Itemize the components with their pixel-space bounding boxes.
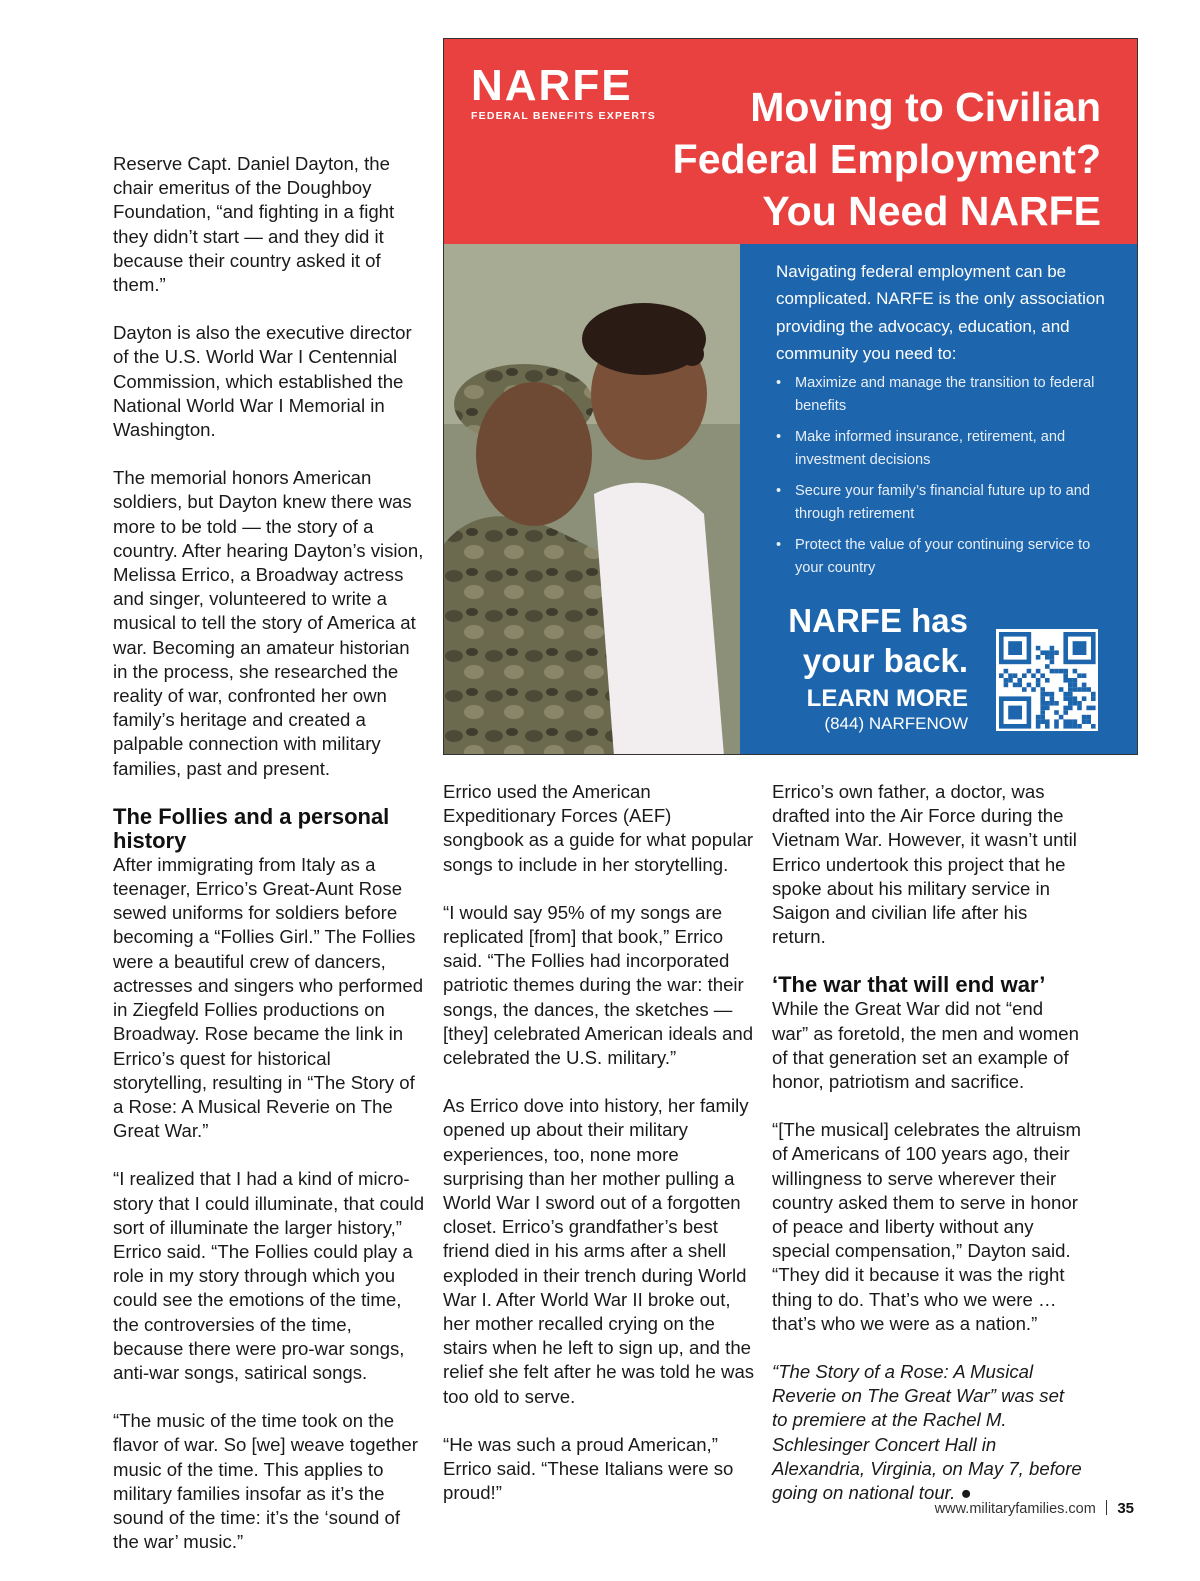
benefit-item: • Secure your family’s financial future up to and through retirement	[776, 480, 1116, 526]
paragraph: “I realized that I had a kind of micro-story that I could illuminate, that could sort of illuminate the larger history,” Errico said. “The Follies could play a role in my story through which you could see the emotions of the time, the controversies of the time, because there were pro-war songs, anti-war songs, satirical songs.	[113, 1168, 425, 1383]
benefit-list	[776, 372, 1116, 588]
headline-line-3: You Need NARFE	[762, 188, 1101, 234]
phone-number[interactable]: (844) NARFENOW	[824, 714, 968, 733]
page-footer	[935, 1500, 1134, 1517]
section-heading: ‘The war that will end war’	[772, 972, 1046, 998]
ad-info-panel	[740, 244, 1138, 755]
benefit-item: • Protect the value of your continuing service to your country	[776, 534, 1116, 580]
ad-intro-text: Navigating federal employment can be complicated. NARFE is the only association providing the advocacy, education, and community you need to:	[776, 262, 1105, 364]
cta-heading-line-2: your back.	[802, 642, 968, 679]
headline-line-1: Moving to Civilian	[750, 84, 1101, 130]
narfe-advertisement[interactable]	[443, 38, 1138, 755]
footer-divider	[1106, 1500, 1108, 1515]
headline-line-2: Federal Employment?	[672, 136, 1101, 182]
paragraph: Errico’s own father, a doctor, was drafted into the Air Force during the Vietnam War. However, it wasn’t until Errico undertook this project that he spoke about his military service in Saigon and civilian life after his return.	[772, 781, 1077, 948]
learn-more-link[interactable]: LEARN MORE	[806, 685, 968, 712]
paragraph: “[The musical] celebrates the altruism of Americans of 100 years ago, their willingness to serve wherever their country asked them to serve in honor of peace and liberty without any special compensation,” Dayton said. “They did it because it was the right thing to do. That’s who we were … that’s who we were as a nation.”	[772, 1119, 1081, 1334]
photo-illustration	[444, 244, 740, 755]
paragraph: “I would say 95% of my songs are replicated [from] that book,” Errico said. “The Follies had incorporated patriotic themes during the war: their songs, the dances, the sketches — [they] celebrated American ideals and celebrated the U.S. military.”	[443, 901, 754, 1069]
paragraph: Errico used the American Expeditionary Forces (AEF) songbook as a guide for what popular songs to include in her storytelling.	[443, 781, 754, 875]
section-heading: The Follies and a personal history	[113, 803, 390, 853]
website-url[interactable]: www.militaryfamilies.com	[934, 1501, 1096, 1517]
soldier-with-child-photo	[444, 244, 740, 755]
qr-code-icon[interactable]	[996, 629, 1098, 731]
paragraph: “The music of the time took on the flavor of war. So [we] weave together music of the time. This applies to military families insofar as it’s the sound of the time: it’s the ‘sound of the war’ music.”	[113, 1410, 418, 1553]
ad-header-panel	[444, 39, 1137, 244]
article-column-3	[772, 780, 1084, 1529]
cta-heading-line-1: NARFE has	[788, 602, 968, 639]
closing-note: “The Story of a Rose: A Musical Reverie on The Great War” was set to premiere at the Rachel M. Schlesinger Concert Hall in Alexandria, Virginia, on May 7, before going on national tour. ●	[772, 1361, 1082, 1504]
paragraph: As Errico dove into history, her family opened up about their military experiences, too, none more surprising than her mother pulling a World War I sword out of a forgotten closet. Errico’s grandfather’s best friend died in his arms after a shell exploded in their trench during World War I. After World War II broke out, her mother recalled crying on the stairs when he left to sign up, and the relief she felt after he was told he was too old to serve.	[443, 1095, 755, 1407]
logo-word: NARFE	[471, 61, 633, 110]
paragraph: “He was such a proud American,” Errico said. “These Italians were so proud!”	[443, 1433, 734, 1504]
paragraph: While the Great War did not “end war” as foretold, the men and women of that generation set an example of honor, patriotism and sacrifice.	[772, 998, 1079, 1093]
paragraph: Dayton is also the executive director of the U.S. World War I Centennial Commission, which established the National World War I Memorial in Washington.	[113, 322, 412, 441]
paragraph: Reserve Capt. Daniel Dayton, the chair emeritus of the Doughboy Foundation, “and fighting in a fight they didn’t start — and they did it because their country asked it of them.”	[113, 153, 395, 296]
paragraph: The memorial honors American soldiers, but Dayton knew there was more to be told — the story of a country. After hearing Dayton’s vision, Melissa Errico, a Broadway actress and singer, volunteered to write a musical to tell the story of America at war. Becoming an amateur historian in the process, she researched the reality of war, confronted her own family’s heritage and created a palpable connection with military families, past and present.	[113, 467, 424, 779]
ad-call-to-action	[740, 601, 968, 734]
benefit-item: • Make informed insurance, retirement, and investment decisions	[776, 426, 1116, 472]
benefit-item: • Maximize and manage the transition to federal benefits	[776, 372, 1116, 418]
ad-headline	[673, 81, 1101, 237]
logo-tagline: FEDERAL BENEFITS EXPERTS	[471, 110, 656, 122]
narfe-logo	[471, 61, 656, 122]
page-number: 35	[1117, 1500, 1134, 1517]
qr-code-graphic	[996, 629, 1098, 731]
article-column-2	[443, 780, 755, 1529]
paragraph: After immigrating from Italy as a teenager, Errico’s Great-Aunt Rose sewed uniforms for soldiers before becoming a “Follies Girl.” The Follies were a beautiful crew of dancers, actresses and singers who performed in Ziegfeld Follies productions on Broadway. Rose became the link in Errico’s quest for historical storytelling, resulting in “The Story of a Rose: A Musical Reverie on The Great War.”	[113, 853, 424, 1142]
article-column-1	[113, 152, 425, 1578]
